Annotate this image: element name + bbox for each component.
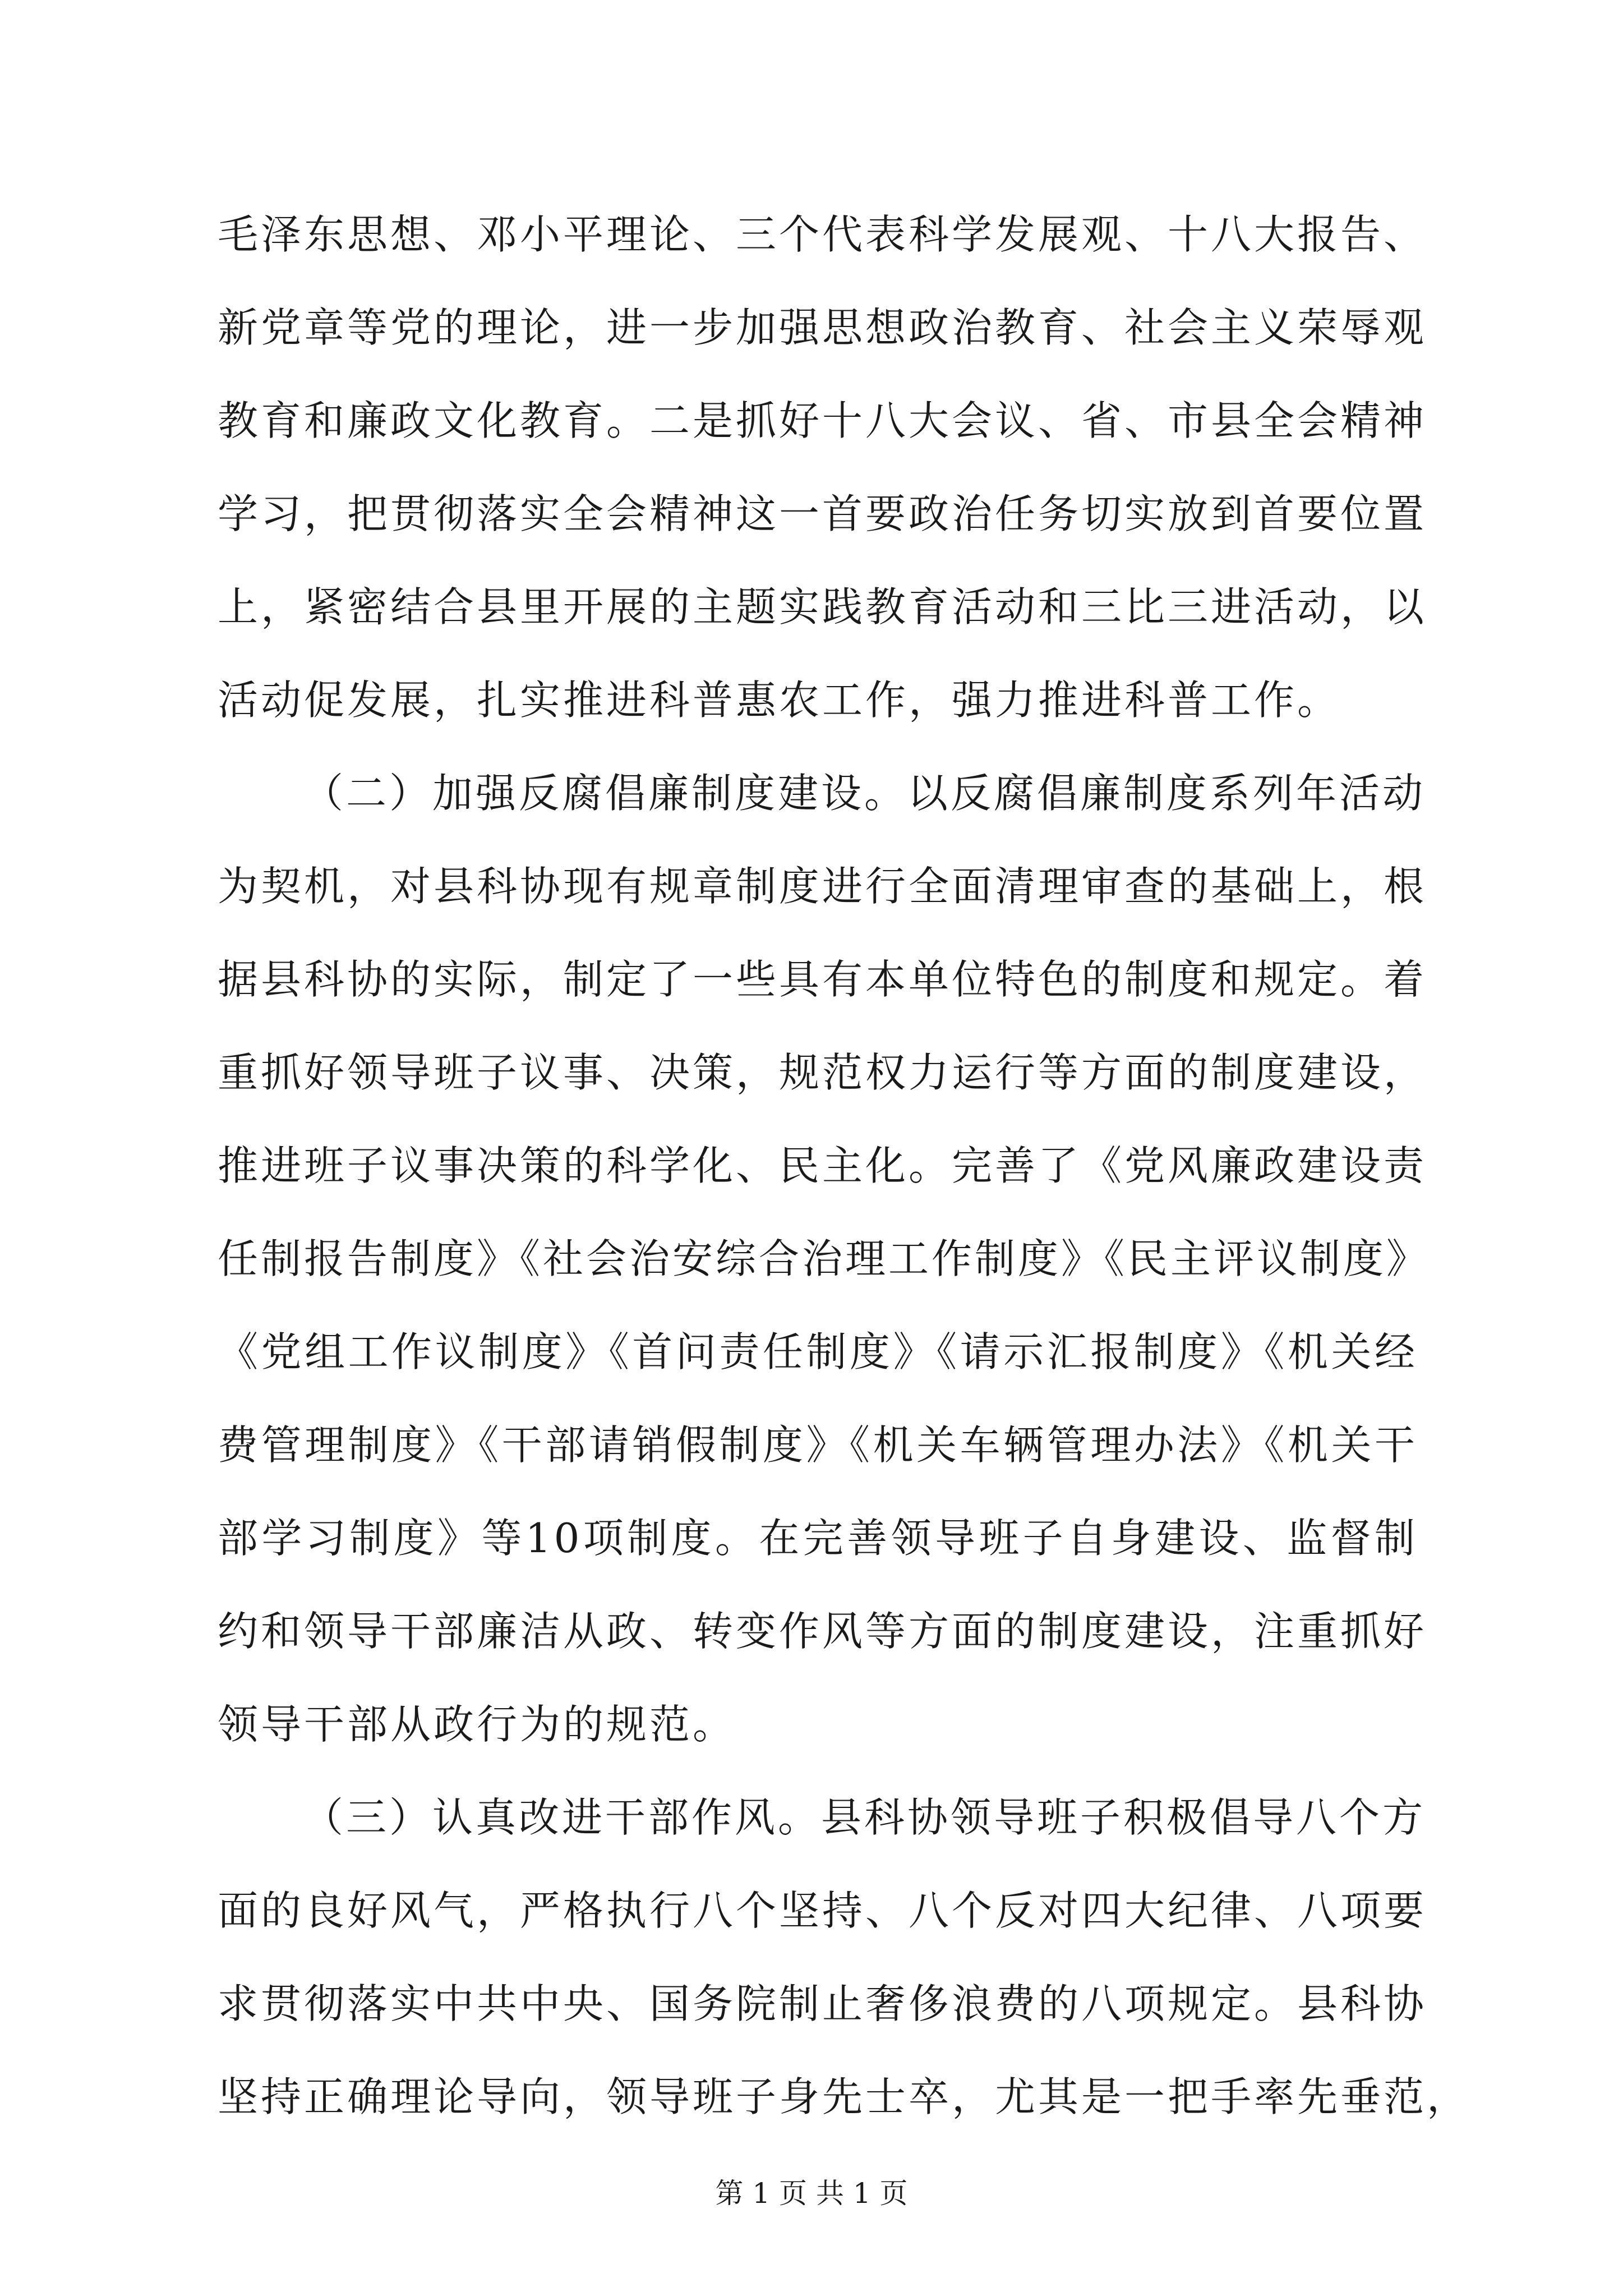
body-text-line: 求贯彻落实中共中央、国务院制止奢侈浪费的八项规定。县科协 [218,1980,1427,2027]
body-text-line: 部学习制度》等10项制度。在完善领导班子自身建设、监督制 [218,1515,1418,1562]
body-text-line: 活动促发展，扎实推进科普惠农工作，强力推进科普工作。 [218,677,1341,724]
body-text-line: 据县科协的实际，制定了一些具有本单位特色的制度和规定。着 [218,956,1427,1003]
section-heading-line: （二）加强反腐倡廉制度建设。以反腐倡廉制度系列年活动 [303,770,1426,817]
body-text-line: 毛泽东思想、邓小平理论、三个代表科学发展观、十八大报告、 [218,211,1427,258]
body-text-line: 约和领导干部廉洁从政、转变作风等方面的制度建设，注重抓好 [218,1608,1427,1655]
body-text-line: 领导干部从政行为的规范。 [218,1701,736,1748]
body-text-line: 新党章等党的理论，进一步加强思想政治教育、社会主义荣辱观 [218,304,1427,351]
body-text-line: 任制报告制度》《社会治安综合治理工作制度》《民主评议制度》 [218,1235,1430,1282]
body-text-line: 《党组工作议制度》《首问责任制度》《请示汇报制度》《机关经 [218,1328,1418,1375]
body-text-line: 重抓好领导班子议事、决策，规范权力运行等方面的制度建设， [218,1049,1427,1096]
body-text-line: 费管理制度》《干部请销假制度》《机关车辆管理办法》《机关干 [218,1421,1418,1469]
body-text-line: 坚持正确理论导向，领导班子身先士卒，尤其是一把手率先垂范， [218,2073,1470,2120]
page-footer: 第 1 页 共 1 页 [715,2177,908,2210]
body-text-line: 学习，把贯彻落实全会精神这一首要政治任务切实放到首要位置 [218,490,1427,537]
body-text-line: 面的良好风气，严格执行八个坚持、八个反对四大纪律、八项要 [218,1887,1427,1934]
body-text-line: 上，紧密结合县里开展的主题实践教育活动和三比三进活动，以 [218,583,1427,631]
body-text-line: 为契机，对县科协现有规章制度进行全面清理审查的基础上，根 [218,863,1427,910]
body-text-line: 教育和廉政文化教育。二是抓好十八大会议、省、市县全会精神 [218,397,1427,444]
section-heading-line: （三）认真改进干部作风。县科协领导班子积极倡导八个方 [303,1794,1426,1841]
body-text-line: 推进班子议事决策的科学化、民主化。完善了《党风廉政建设责 [218,1142,1427,1189]
